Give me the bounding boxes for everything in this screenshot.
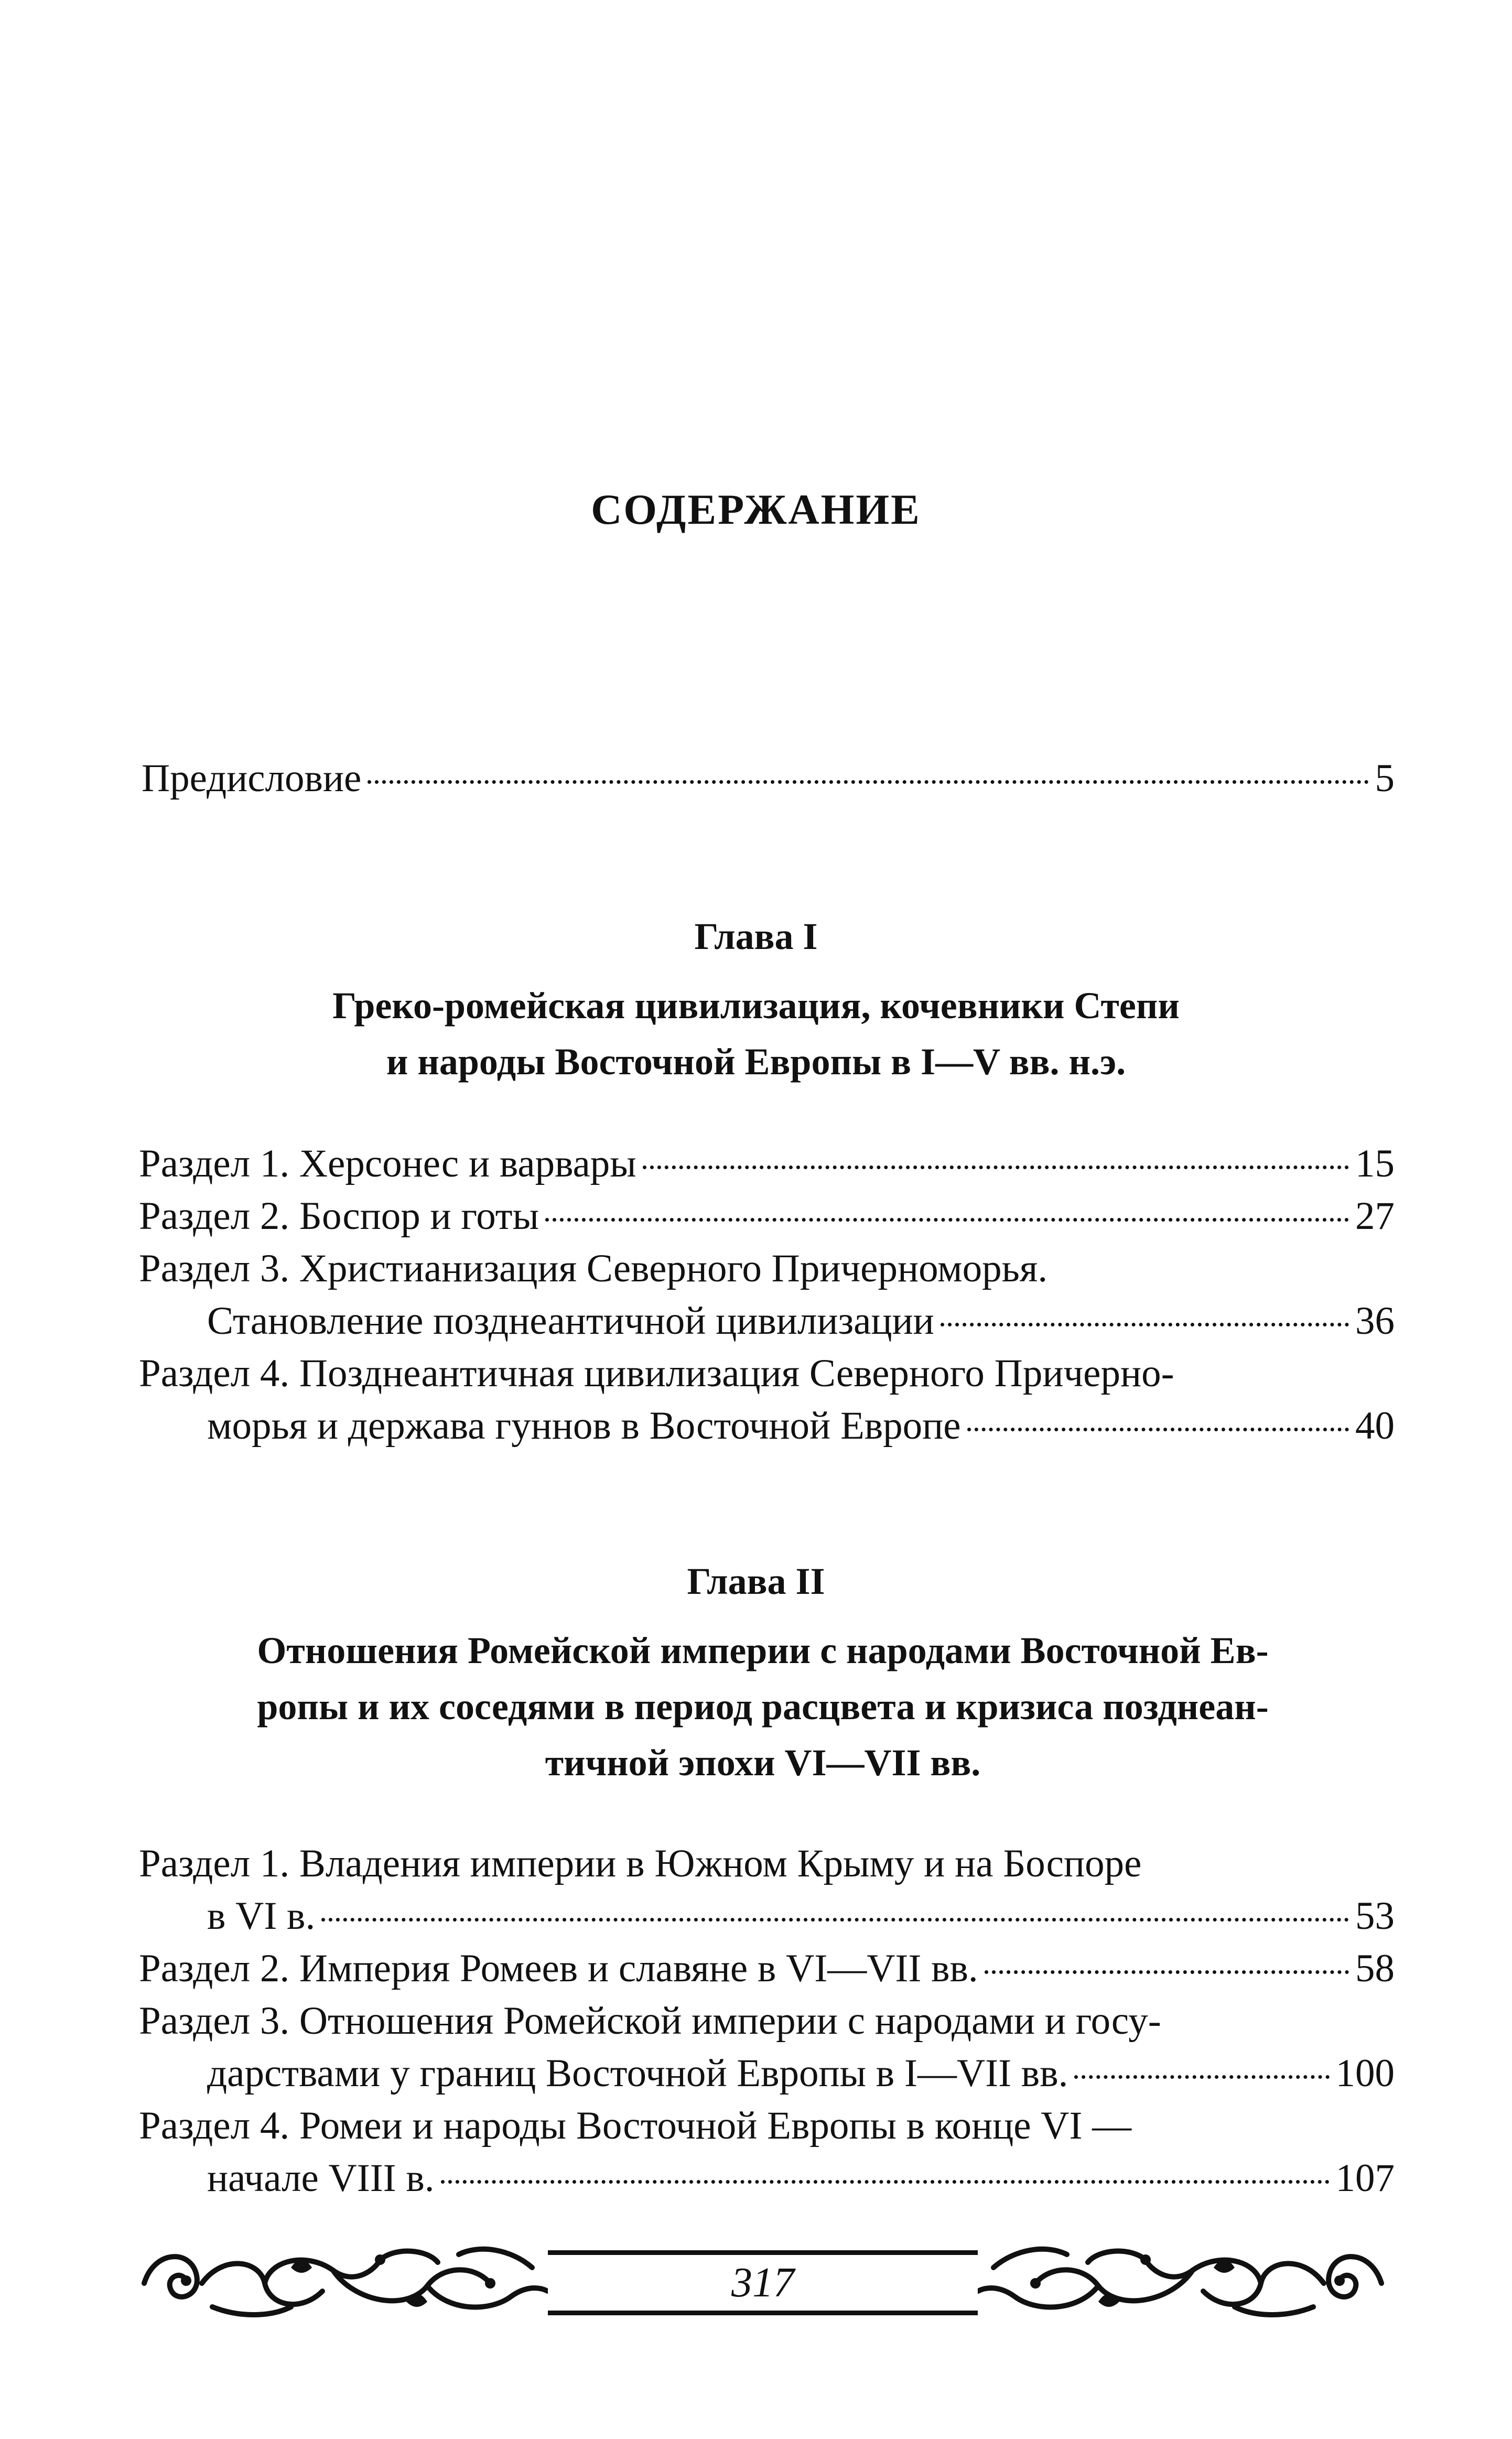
toc-entry-ch1-s4[interactable] — [207, 1400, 1395, 1452]
section-page: 107 — [1335, 2156, 1395, 2200]
page-number: 317 — [548, 2250, 978, 2315]
dot-leader — [941, 1323, 1349, 1326]
right-scroll-ornament-icon — [978, 2239, 1392, 2328]
dot-leader — [1074, 2075, 1329, 2079]
chapter-2-label: Глава II — [687, 1560, 825, 1602]
chapter-1-title-line: и народы Восточной Европы в I—V вв. н.э. — [386, 1041, 1126, 1083]
section-title: в VI в. — [207, 1894, 316, 1938]
section-title: дарствами у границ Восточной Европы в I—VII вв. — [207, 2052, 1068, 2095]
section-title: Раздел 2. Боспор и готы — [139, 1194, 539, 1238]
toc-entry-ch2-s4[interactable] — [207, 2152, 1395, 2205]
section-page: 40 — [1355, 1404, 1395, 1448]
toc-entry-preface[interactable] — [142, 752, 1395, 805]
left-scroll-ornament-icon — [134, 2239, 548, 2328]
section-title: Становление позднеантичной цивилизации — [207, 1299, 934, 1343]
dot-leader — [985, 1970, 1349, 1974]
section-page: 100 — [1335, 2052, 1395, 2095]
chapter-2-title-line: ропы и их соседями в период расцвета и кризиса позднеан- — [257, 1686, 1269, 1728]
dot-leader — [643, 1165, 1349, 1169]
chapter-1-title-line: Греко-ромейская цивилизация, кочевники Степи — [332, 985, 1180, 1027]
toc-entry-ch1-s4-line1[interactable]: Раздел 4. Позднеантичная цивилизация Северного Причерно- — [139, 1352, 1174, 1395]
dot-leader — [441, 2180, 1330, 2184]
section-page: 15 — [1355, 1142, 1395, 1185]
section-title: морья и держава гуннов в Восточной Европе — [207, 1404, 961, 1448]
chapter-1-label: Глава I — [694, 915, 818, 957]
dot-leader — [545, 1218, 1349, 1222]
toc-entry-ch1-s1[interactable] — [139, 1138, 1395, 1190]
section-title: Раздел 1. Херсонес и варвары — [139, 1142, 636, 1185]
section-page: 27 — [1355, 1194, 1395, 1238]
chapter-2-title — [126, 1623, 1400, 1791]
toc-entry-ch1-s2[interactable] — [139, 1190, 1395, 1243]
dot-leader — [967, 1428, 1349, 1431]
section-page: 53 — [1355, 1894, 1395, 1938]
section-page: 58 — [1355, 1947, 1395, 1990]
toc-entry-ch2-s3-line1[interactable]: Раздел 3. Отношения Ромейской империи с народами и госу- — [139, 1999, 1161, 2043]
chapter-1-title — [105, 978, 1407, 1090]
section-page: 36 — [1355, 1299, 1395, 1343]
toc-entry-ch2-s3[interactable] — [207, 2047, 1395, 2100]
section-title: начале VIII в. — [207, 2156, 435, 2200]
preface-page: 5 — [1375, 757, 1395, 800]
toc-entry-ch2-s4-line1[interactable]: Раздел 4. Ромеи и народы Восточной Европы в конце VI — — [139, 2104, 1132, 2147]
chapter-2-title-line: тичной эпохи VI—VII вв. — [545, 1742, 981, 1784]
chapter-2-title-line: Отношения Ромейской империи с народами Восточной Ев- — [257, 1629, 1269, 1671]
contents-heading: СОДЕРЖАНИЕ — [591, 485, 921, 533]
footer-ornament — [134, 2239, 1392, 2328]
section-title: Раздел 2. Империя Ромеев и славяне в VI—VII вв. — [139, 1947, 978, 1990]
toc-entry-ch1-s3-line1[interactable]: Раздел 3. Христианизация Северного Причерноморья. — [139, 1247, 1048, 1290]
dot-leader — [368, 780, 1368, 784]
preface-label: Предисловие — [142, 757, 362, 800]
toc-entry-ch2-s1-line1[interactable]: Раздел 1. Владения империи в Южном Крыму и на Боспоре — [139, 1842, 1142, 1885]
toc-entry-ch2-s1[interactable] — [207, 1890, 1395, 1942]
toc-entry-ch1-s3[interactable] — [207, 1295, 1395, 1347]
toc-entry-ch2-s2[interactable] — [139, 1942, 1395, 1995]
dot-leader — [321, 1918, 1349, 1922]
